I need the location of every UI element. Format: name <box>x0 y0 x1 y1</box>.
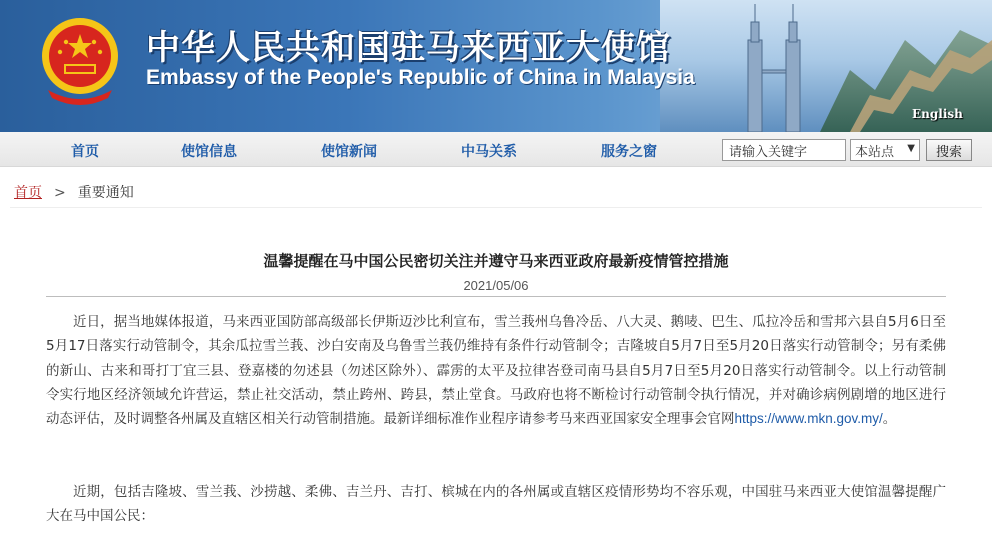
article-paragraph-1 <box>46 310 946 431</box>
header-banner <box>0 0 992 132</box>
mkn-website-link[interactable]: https://www.mkn.gov.my/ <box>734 411 883 427</box>
breadcrumb-home-link[interactable]: 首页 <box>14 185 42 201</box>
paragraph-1-text: 近日，据当地媒体报道，马来西亚国防部高级部长伊斯迈沙比利宣布，雪兰莪州乌鲁冷岳、八大灵、鹅唛、巴生、瓜拉冷岳和雪邦六县自5月6日至5月17日落实行动管制令，其余瓜拉雪兰莪、沙白安南及乌鲁雪兰莪仍维持有条件行动管制令；吉隆坡自5月7日至5月20日落实行动管制令；另有柔佛的新山、古来和哥打丁宜三县、登嘉楼的勿述县（勿述区除外）、霹雳的太平及拉律峇登司南马县自5月7日至5月20日落实行动管制令。以上行动管制令实行地区经济领域允许营运，禁止社交活动，禁止跨州、跨县，禁止堂食。马政府也将不断检讨行动管制令执行情况，并对确诊病例剧增的地区进行动态评估，及时调整各州属及直辖区相关行动管制措施。最新详细标准作业程序请参考马来西亚国家安全理事会官网 <box>46 314 946 428</box>
breadcrumb-current: 重要通知 <box>77 185 134 201</box>
national-emblem-icon <box>38 12 122 108</box>
search-scope-select[interactable] <box>850 139 920 161</box>
chevron-down-icon: ▼ <box>907 143 915 154</box>
site-title-chinese: 中华人民共和国驻马来西亚大使馆 <box>146 28 671 68</box>
search-input[interactable] <box>722 139 846 161</box>
paragraph-1-end: 。 <box>882 411 897 428</box>
nav-item-home[interactable]: 首页 <box>71 144 99 160</box>
article-title: 温馨提醒在马中国公民密切关注并遵守马来西亚政府最新疫情管控措施 <box>263 252 729 270</box>
site-title-english: Embassy of the People's Republic of China in Malaysia <box>146 66 695 89</box>
english-version-link[interactable]: English <box>912 107 963 121</box>
breadcrumb <box>14 182 134 202</box>
breadcrumb-divider <box>10 207 982 208</box>
search-button[interactable]: 搜索 <box>926 139 972 161</box>
twin-towers-shape <box>748 4 800 132</box>
breadcrumb-separator: > <box>54 185 66 201</box>
article-paragraph-2: 近期，包括吉隆坡、雪兰莪、沙捞越、柔佛、吉兰丹、吉打、槟城在内的各州属或直辖区疫情形势均不容乐观，中国驻马来西亚大使馆温馨提醒广大在马中国公民： <box>46 484 946 525</box>
search-scope-value: 本站点 <box>855 144 895 160</box>
nav-item-embassy-info[interactable]: 使馆信息 <box>181 144 237 160</box>
article-date: 2021/05/06 <box>463 278 529 293</box>
nav-item-services[interactable]: 服务之窗 <box>601 144 657 160</box>
article-divider <box>46 296 946 297</box>
nav-item-embassy-news[interactable]: 使馆新闻 <box>321 144 377 160</box>
nav-item-china-malaysia-relations[interactable]: 中马关系 <box>461 144 517 160</box>
